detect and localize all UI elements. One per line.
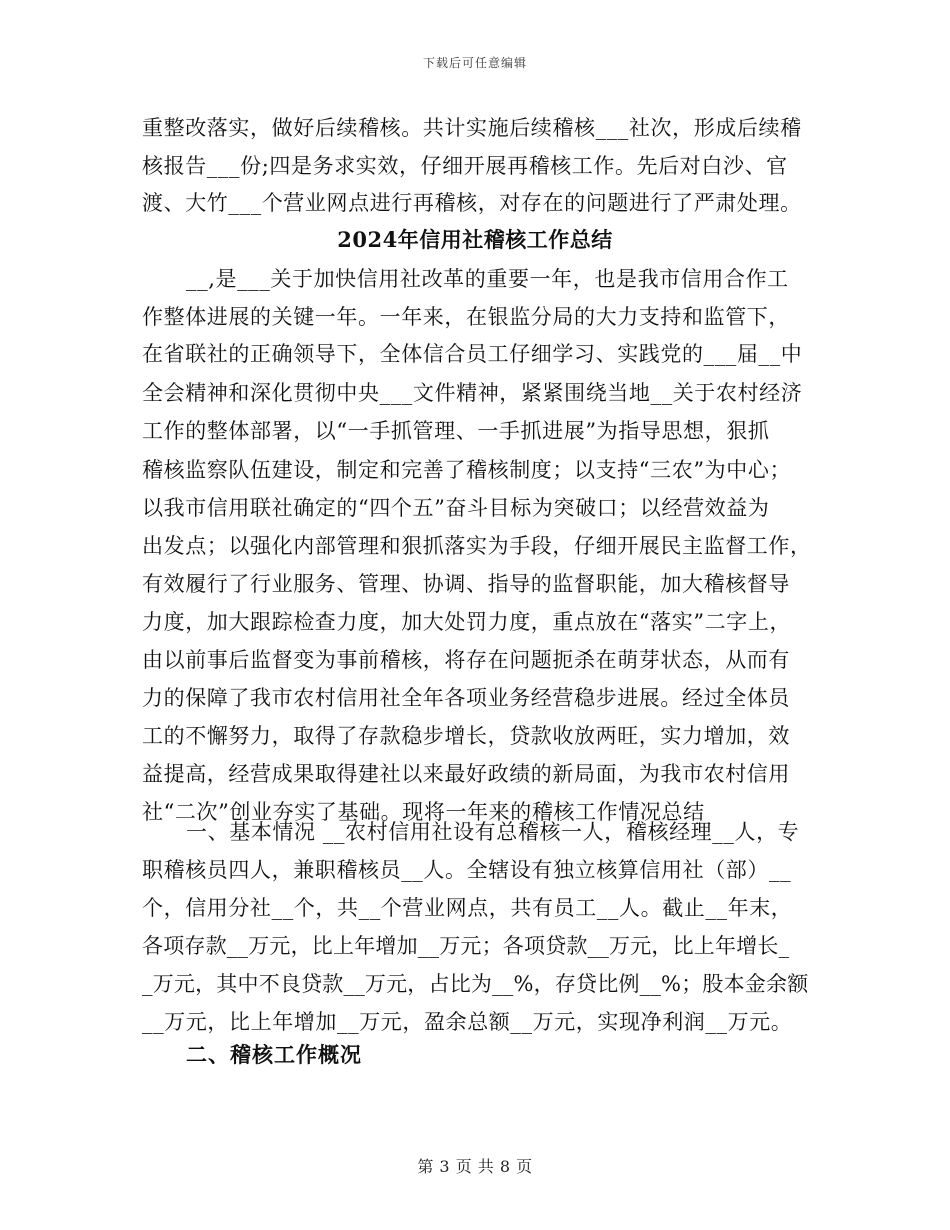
section1-line: 一、基本情况 __农村信用社设有总稽核一人，稽核经理__人，专 bbox=[186, 820, 800, 844]
body-line: 社“二次”创业夯实了基础。现将一年来的稽核工作情况总结 bbox=[142, 800, 705, 824]
body-line: 由以前事后监督变为事前稽核，将存在问题扼杀在萌芽状态，从而有 bbox=[142, 648, 790, 672]
body-line: 有效履行了行业服务、管理、协调、指导的监督职能，加大稽核督导 bbox=[142, 572, 790, 596]
body-line: 工作的整体部署，以“一手抓管理、一手抓进展”为指导思想，狠抓 bbox=[142, 419, 770, 443]
section1-line: 个，信用分社__个，共__个营业网点，共有员工__人。截止__年末， bbox=[142, 896, 793, 920]
section1-line: 职稽核员四人，兼职稽核员__人。全辖设有独立核算信用社（部）__ bbox=[142, 858, 792, 882]
body-line: 力度，加大跟踪检查力度，加大处罚力度，重点放在“落实”二字上， bbox=[142, 610, 792, 634]
section1-line: __万元，比上年增加__万元，盈余总额__万元，实现净利润__万元。 bbox=[142, 1010, 793, 1034]
intro-line: 渡、大竹___个营业网点进行再稽核，对存在的问题进行了严肃处理。 bbox=[142, 191, 802, 215]
section2-heading: 二、稽核工作概况 bbox=[186, 1042, 362, 1067]
intro-line: 重整改落实，做好后续稽核。共计实施后续稽核___社次，形成后续稽 bbox=[142, 116, 802, 140]
body-line: 以我市信用联社确定的“四个五”奋斗目标为突破口；以经营效益为 bbox=[142, 496, 770, 520]
page-number: 第 3 页 共 8 页 bbox=[417, 1157, 533, 1176]
doc-title: 2024年信用社稽核工作总结 bbox=[337, 227, 613, 252]
body-line: 出发点；以强化内部管理和狠抓落实为手段，仔细开展民主监督工作， bbox=[142, 534, 812, 558]
section1-line: 各项存款__万元，比上年增加__万元；各项贷款__万元，比上年增长_ bbox=[142, 934, 790, 958]
section1-line: _万元，其中不良贷款__万元，占比为__%，存贷比例__%；股本金余额 bbox=[142, 972, 809, 996]
body-line: 作整体进展的关键一年。一年来，在银监分局的大力支持和监管下， bbox=[142, 305, 790, 329]
intro-line: 核报告___份;四是务求实效，仔细开展再稽核工作。先后对白沙、官 bbox=[142, 154, 788, 178]
body-line: 在省联社的正确领导下，全体信合员工仔细学习、实践党的___届__中 bbox=[142, 342, 803, 366]
header-note: 下载后可任意编辑 bbox=[422, 56, 527, 70]
body-line: 全会精神和深化贯彻中央___文件精神，紧紧围绕当地__关于农村经济 bbox=[142, 381, 803, 405]
body-line: __,是___关于加快信用社改革的重要一年，也是我市信用合作工 bbox=[186, 267, 789, 291]
body-line: 工的不懈努力，取得了存款稳步增长，贷款收放两旺，实力增加，效 bbox=[142, 724, 790, 748]
body-line: 稽核监察队伍建设，制定和完善了稽核制度；以支持“三农”为中心； bbox=[142, 458, 792, 482]
body-line: 益提高，经营成果取得建社以来最好政绩的新局面，为我市农村信用 bbox=[142, 762, 790, 786]
body-line: 力的保障了我市农村信用社全年各项业务经营稳步进展。经过全体员 bbox=[142, 686, 790, 710]
